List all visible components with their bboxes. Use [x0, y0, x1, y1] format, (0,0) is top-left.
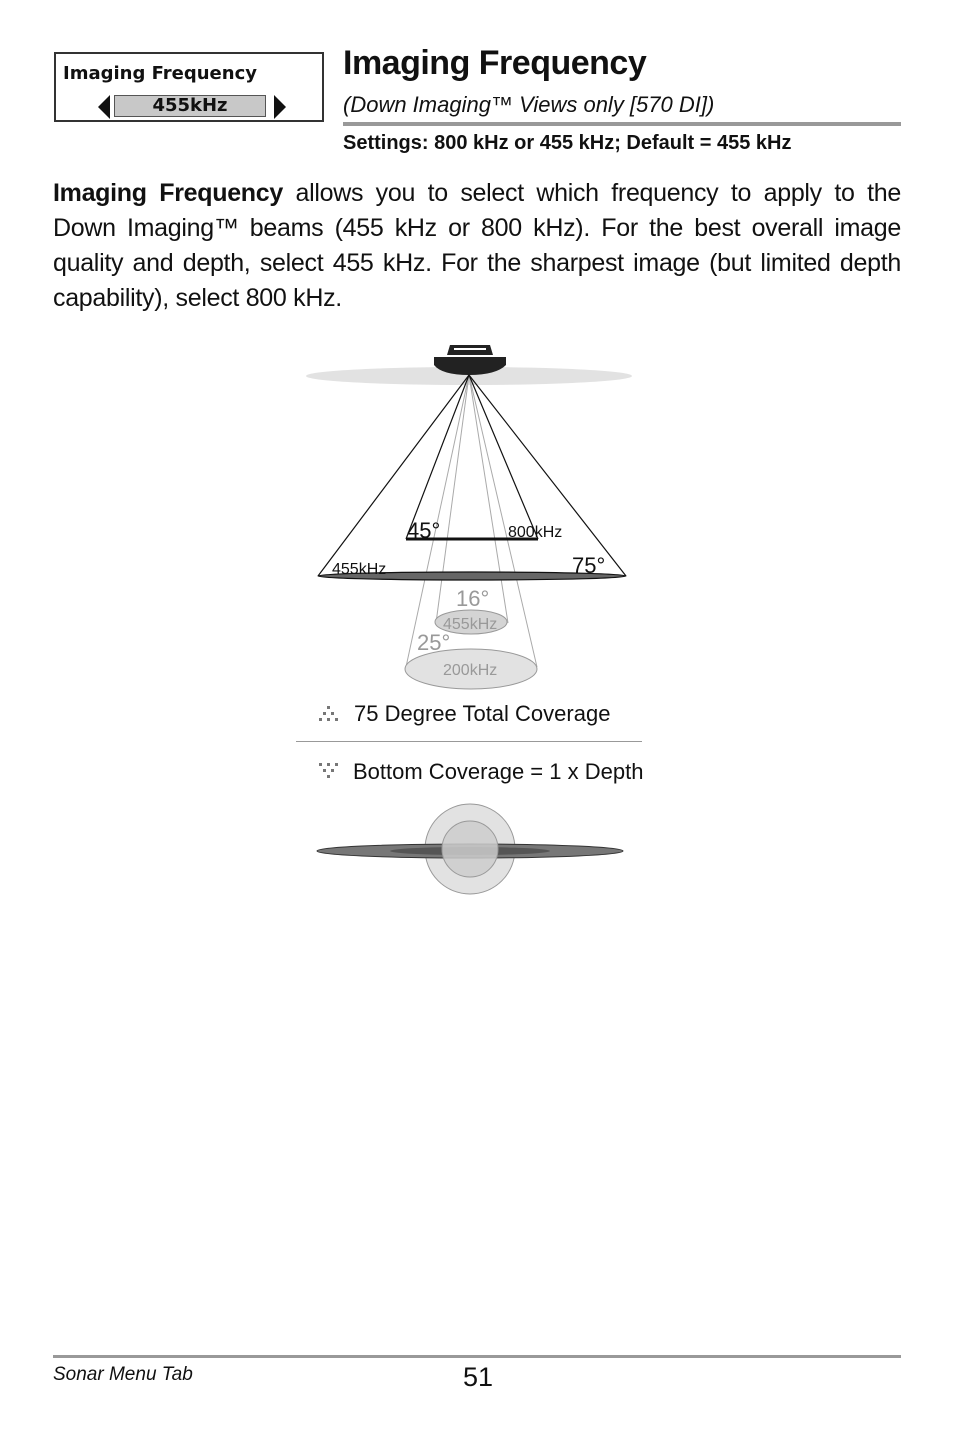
freq-800-label: 800kHz	[508, 524, 563, 541]
angle-25-label: 25°	[417, 630, 451, 655]
beam-coverage-diagram	[296, 335, 642, 905]
angle-75-label: 75°	[572, 553, 606, 578]
arrow-left-icon	[98, 95, 110, 119]
freq-455-center-label: 455kHz	[443, 616, 498, 633]
angle-45-label: 45°	[407, 518, 441, 543]
beam-800khz	[406, 375, 538, 539]
coverage-top-view	[317, 804, 623, 894]
legend-item-total-coverage: 75 Degree Total Coverage	[354, 701, 611, 726]
arrow-right-icon	[274, 95, 286, 119]
body-paragraph	[53, 176, 901, 316]
menu-setting-box	[54, 52, 324, 122]
body-text: allows you to select which frequency to apply to the Down Imaging™ beams (455 kHz or 800 kHz). For the best overall image quality and depth, select 455 kHz. For the sharpest image (but limited depth capability), select 800 kHz.	[53, 179, 901, 312]
angle-16-label: 16°	[456, 586, 490, 611]
page-title: Imaging Frequency	[343, 44, 647, 82]
menu-value: 455kHz	[114, 95, 266, 117]
body-lead: Imaging Frequency	[53, 179, 283, 207]
beam-455khz	[318, 375, 626, 580]
legend-dots-icon-2	[318, 762, 342, 780]
settings-line: Settings: 800 kHz or 455 kHz; Default = 455 kHz	[343, 132, 792, 154]
freq-200-label: 200kHz	[443, 662, 498, 679]
header-divider	[343, 122, 901, 126]
legend-dots-icon-1	[318, 705, 342, 723]
menu-label: Imaging Frequency	[63, 63, 257, 84]
footer-section: Sonar Menu Tab	[53, 1364, 193, 1385]
page-subtitle: (Down Imaging™ Views only [570 DI])	[343, 92, 715, 117]
page-number: 51	[463, 1362, 494, 1392]
freq-455-left-label: 455kHz	[332, 561, 387, 578]
footer-divider	[53, 1355, 901, 1358]
legend-divider	[296, 741, 642, 742]
legend-item-bottom-coverage: Bottom Coverage = 1 x Depth	[353, 759, 644, 784]
